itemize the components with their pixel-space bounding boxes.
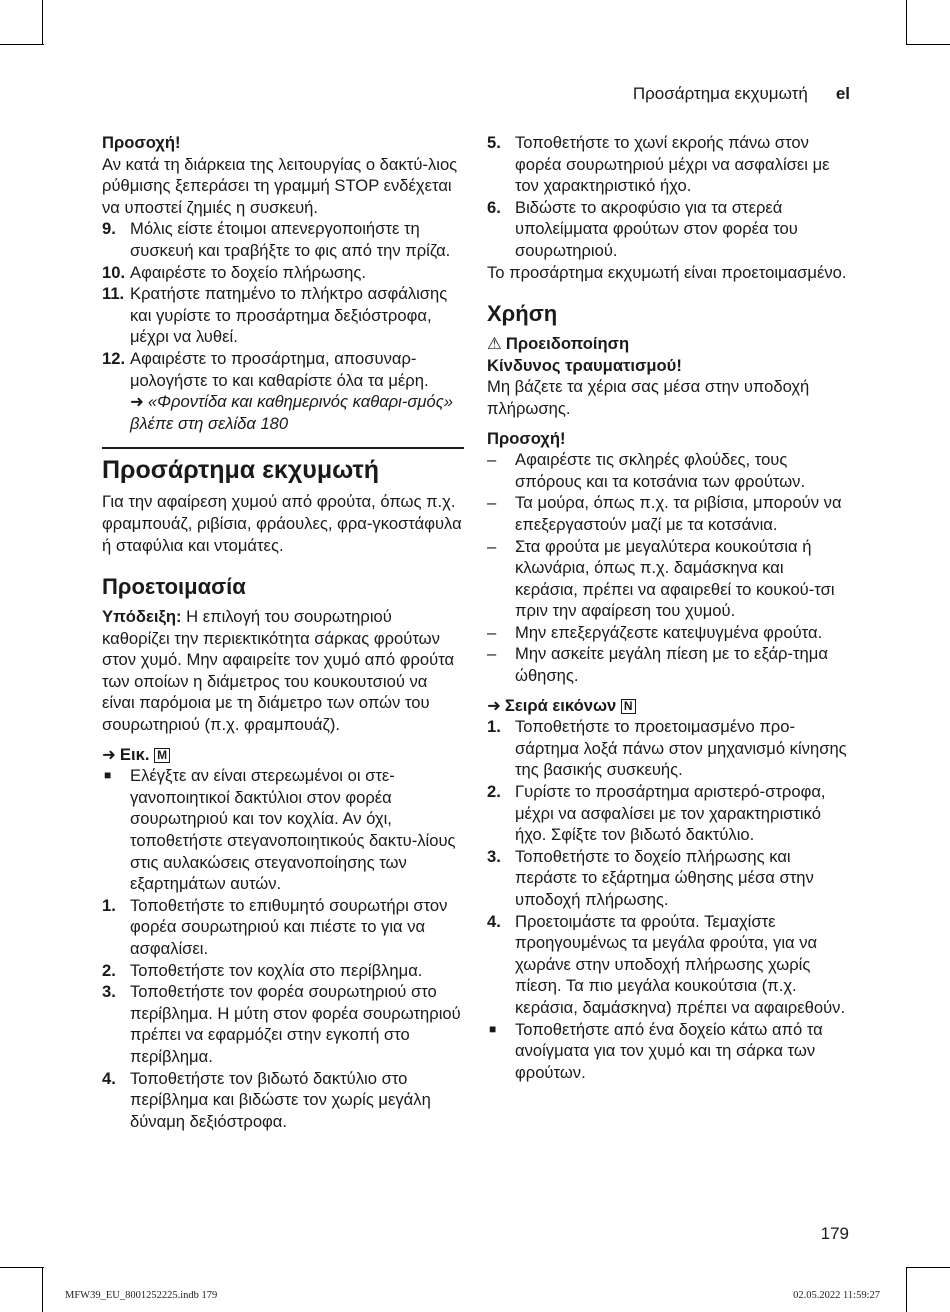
dash-item-text: Μην επεξεργάζεστε κατεψυγμένα φρούτα. [515, 622, 823, 642]
steps-list [102, 218, 464, 391]
figure-letter-badge: M [154, 748, 170, 763]
step-text: Τοποθετήστε το χωνί εκροής πάνω στον φορέα σουρωτηριού μέχρι να ασφαλίσει με τον χαρακτηριστικό ήχο. [515, 133, 830, 196]
step-text: Κρατήστε πατημένο το πλήκτρο ασφάλισης και γυρίστε το προσάρτημα δεξιόστροφα, μέχρι να λυθεί. [130, 284, 448, 347]
crop-mark [42, 1268, 43, 1312]
list-item [102, 981, 464, 1067]
step-text: Μόλις είστε έτοιμοι απενεργοποιήστε τη συσκευή και τραβήξτε το φις από την πρίζα. [130, 219, 451, 260]
right-column [487, 132, 849, 1083]
print-footer-file: MFW39_EU_8001252225.indb 179 [65, 1290, 218, 1301]
page-number: 179 [820, 1224, 849, 1243]
language-code: el [835, 84, 850, 103]
step-number: 3. [102, 982, 116, 1002]
step-text: Τοποθετήστε το επιθυμητό σουρωτήρι στον φορέα σουρωτηριού και πιέστε το για να ασφαλίσει. [130, 895, 448, 958]
step-text: Αφαιρέστε το δοχείο πλήρωσης. [130, 262, 367, 282]
dash-item-text: Μην ασκείτε μεγάλη πίεση με το εξάρ-τημα ώθησης. [515, 644, 828, 686]
list-item [487, 911, 849, 1019]
tip-text: Η επιλογή του σουρωτηριού καθορίζει την περιεκτικότητα σάρκας φρούτων στον χυμό. Μην αφαιρείτε τον χυμό από φρούτα των οποίων η διάμετρος του κουκουτσιού να είναι παρόμοια με τη διάμετρο των οπών του σουρωτηριού (π.χ. φραμπουάζ). [102, 607, 455, 735]
figure-sequence-reference [487, 695, 849, 717]
step-number: 3. [487, 846, 501, 866]
dash-item-text: Αφαιρέστε τις σκληρές φλούδες, τους σπόρους και τα κοτσάνια των φρούτων. [515, 450, 806, 491]
dash-list [487, 449, 849, 687]
list-item [487, 132, 849, 197]
step-text: Τοποθετήστε τον κοχλία στο περίβλημα. [130, 960, 423, 980]
caution-title: Προσοχή! [487, 428, 566, 448]
list-item [487, 622, 849, 644]
crop-mark [906, 1267, 950, 1268]
dash-item-text: Στα φρούτα με μεγαλύτερα κουκούτσια ή κλωνάρια, όπως π.χ. δαμάσκηνα και κεράσια, πρέπει να αφαιρεθεί το κουκού-τσι πριν την αφαίρεση του χυμού. [515, 536, 835, 621]
injury-text: Μη βάζετε τα χέρια σας μέσα στην υποδοχή πλήρωσης. [487, 377, 810, 418]
section-title: Προσάρτημα εκχυμωτή [102, 456, 379, 485]
list-item [102, 218, 464, 261]
figure-sequence-label: Σειρά εικόνων [504, 695, 617, 715]
list-item [102, 348, 464, 391]
section-intro: Για την αφαίρεση χυμού από φρούτα, όπως π.χ. φραμπουάζ, ριβίσια, φράουλες, φρα-γκοστάφυλα ή σταφύλια και ντομάτες. [102, 492, 462, 555]
list-item [102, 895, 464, 960]
arrow-right-icon: ➜ [102, 744, 116, 764]
step-text: Προετοιμάστε τα φρούτα. Τεμαχίστε προηγουμένως τα μεγάλα φρούτα, για να χωράνε στην υποδοχή πλήρωσης χωρίς πίεση. Τα πιο μεγάλα κουκούτσια (π.χ. κεράσια, δαμάσκηνα) πρέπει να αφαιρεθούν. [515, 911, 846, 1017]
list-item [487, 643, 849, 686]
step-number: 11. [102, 284, 125, 304]
steps-list [487, 132, 849, 262]
dash-bullet: – [487, 493, 497, 513]
section-divider [102, 447, 464, 449]
bullet-item [102, 765, 464, 895]
steps-list [487, 716, 849, 1018]
step-text: Βιδώστε το ακροφύσιο για τα στερεά υπολείμματα φρούτων στον φορέα του σουρωτηριού. [515, 197, 798, 260]
dash-bullet: – [487, 450, 497, 470]
running-header [633, 84, 850, 104]
dash-item-text: Τα μούρα, όπως π.χ. τα ριβίσια, μπορούν να επεξεργαστούν μαζί με τα κοτσάνια. [515, 493, 842, 534]
step-number: 5. [487, 133, 501, 152]
subsection-title: Προετοιμασία [102, 574, 246, 600]
crop-mark [42, 0, 43, 44]
step-number: 6. [487, 197, 501, 217]
arrow-right-icon: ➜ [487, 695, 501, 715]
step-number: 2. [102, 960, 116, 980]
list-item [102, 262, 464, 284]
print-footer-timestamp: 02.05.2022 11:59:27 [793, 1290, 880, 1301]
subsection-title: Χρήση [487, 301, 558, 327]
bullet-item [487, 1019, 849, 1084]
cross-reference [102, 391, 464, 434]
steps-list [102, 895, 464, 1133]
step-text: Τοποθετήστε τον βιδωτό δακτύλιο στο περίβλημα και βιδώστε τον χωρίς μεγάλη δύναμη δεξιόστροφα. [130, 1068, 431, 1131]
cross-reference-text: «Φροντίδα και καθημερινός καθαρι-σμός» βλέπε στη σελίδα 180 [130, 392, 454, 433]
list-item [102, 960, 464, 982]
warning-heading [487, 333, 849, 355]
crop-mark [906, 1268, 907, 1312]
step-number: 12. [102, 348, 126, 368]
header-title: Προσάρτημα εκχυμωτή [632, 84, 808, 103]
list-item [487, 846, 849, 911]
list-item [487, 716, 849, 781]
crop-mark [906, 0, 907, 44]
list-item [102, 283, 464, 348]
crop-mark [0, 1267, 44, 1268]
square-bullet-icon: ■ [489, 1021, 497, 1036]
list-item [487, 197, 849, 262]
bullet-text: Ελέγξτε αν είναι στερεωμένοι οι στε-γανοποιητικοί δακτύλιοι στον φορέα σουρωτηριού και τον κοχλία. Αν όχι, τοποθετήστε στεγανοποιητικούς δακτυ-λίους στις αυλακώσεις στεγανοποίησης των εξαρτημάτων αυτών. [130, 766, 456, 894]
step-number: 4. [487, 911, 501, 931]
step-number: 9. [102, 219, 116, 239]
list-item [487, 781, 849, 846]
warning-label: Προειδοποίηση [505, 334, 630, 354]
crop-mark [906, 44, 950, 45]
dash-bullet: – [487, 644, 497, 664]
ready-text: Το προσάρτημα εκχυμωτή είναι προετοιμασμένο. [487, 262, 847, 282]
step-number: 1. [487, 717, 501, 737]
step-number: 4. [102, 1068, 116, 1088]
step-number: 2. [487, 782, 501, 802]
injury-label: Κίνδυνος τραυματισμού! [487, 355, 682, 375]
figure-label: Εικ. [119, 744, 150, 764]
dash-bullet: – [487, 622, 497, 642]
figure-letter-badge: N [621, 699, 636, 714]
step-text: Γυρίστε το προσάρτημα αριστερό-στροφα, μέχρι να ασφαλίσει με τον χαρακτηριστικό ήχο. Σφίξτε τον βιδωτό δακτύλιο. [515, 782, 826, 845]
list-item [487, 492, 849, 535]
figure-reference [102, 744, 464, 766]
tip-paragraph [102, 606, 464, 736]
dash-bullet: – [487, 536, 497, 556]
caution-text: Αν κατά τη διάρκεια της λειτουργίας ο δακτύ-λιος ρύθμισης ξεπεράσει τη γραμμή STOP ενδέχεται να υποστεί ζημιές η συσκευή. [102, 154, 458, 217]
step-text: Αφαιρέστε το προσάρτημα, αποσυναρ-μολογήστε το και καθαρίστε όλα τα μέρη. [130, 348, 429, 390]
warning-triangle-icon: ⚠ [487, 334, 502, 354]
bullet-text: Τοποθετήστε από ένα δοχείο κάτω από τα ανοίγματα για τον χυμό και τη σάρκα των φρούτων. [515, 1019, 823, 1082]
list-item [487, 449, 849, 492]
step-number: 10. [102, 262, 126, 282]
step-text: Τοποθετήστε τον φορέα σουρωτηριού στο περίβλημα. Η μύτη στον φορέα σουρωτηριού πρέπει να εφαρμόζει στην εγκοπή στο περίβλημα. [130, 982, 461, 1066]
tip-label: Υπόδειξη: [102, 607, 182, 627]
step-number: 1. [102, 895, 116, 915]
square-bullet-icon: ■ [104, 768, 112, 783]
list-item [487, 536, 849, 622]
list-item [102, 1068, 464, 1133]
left-column [102, 132, 464, 1132]
step-text: Τοποθετήστε το προετοιμασμένο προ-σάρτημα λοξά πάνω στον μηχανισμό κίνησης της βασικής συσκευής. [515, 717, 847, 780]
crop-mark [0, 44, 44, 45]
caution-title: Προσοχή! [102, 133, 181, 152]
arrow-right-icon: ➜ [130, 392, 144, 412]
step-text: Τοποθετήστε το δοχείο πλήρωσης και περάστε το εξάρτημα ώθησης μέσα στην υποδοχή πλήρωσης. [515, 846, 814, 909]
